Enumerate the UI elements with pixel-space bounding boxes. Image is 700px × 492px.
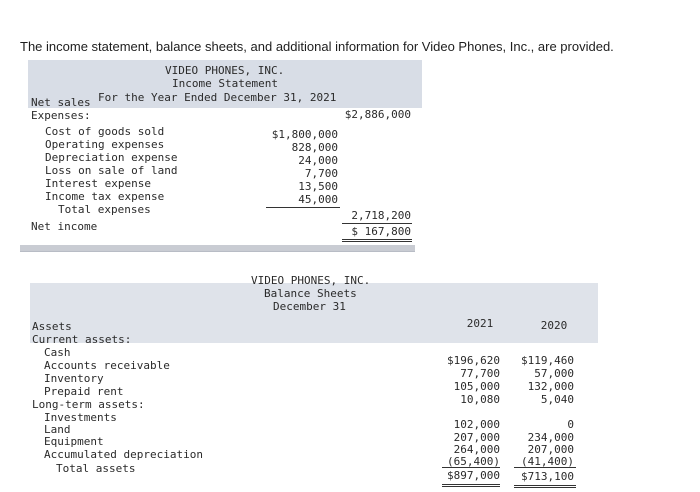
ca-label-receivable: Accounts receivable xyxy=(44,359,170,372)
ca-label-cash: Cash xyxy=(44,346,71,359)
expense-label-cogs: Cost of goods sold xyxy=(45,125,165,138)
ca-label-inventory: Inventory xyxy=(44,372,104,385)
ca-2020-prepaid-rent: 5,040 xyxy=(540,393,574,406)
expense-value-interest: 13,500 xyxy=(298,180,338,193)
net-sales-value: $2,886,000 xyxy=(344,108,411,121)
expense-label-interest: Interest expense xyxy=(45,177,151,190)
lta-2020-land: 234,000 xyxy=(527,431,574,444)
expense-label-operating: Operating expenses xyxy=(45,138,165,151)
ca-2021-receivable: 77,700 xyxy=(460,367,500,380)
ca-2021-inventory: 105,000 xyxy=(453,380,500,393)
is-title: Income Statement xyxy=(172,77,278,90)
ca-label-prepaid-rent: Prepaid rent xyxy=(44,385,124,398)
total-assets-double-underline-2020 xyxy=(514,485,576,488)
expense-label-loss-land: Loss on sale of land xyxy=(45,164,178,177)
expense-label-depreciation: Depreciation expense xyxy=(45,151,178,164)
ca-2020-cash: $119,460 xyxy=(521,354,574,367)
lta-label-investments: Investments xyxy=(44,411,117,424)
is-period: For the Year Ended December 31, 2021 xyxy=(98,91,337,104)
lta-label-equipment: Equipment xyxy=(44,435,104,448)
lta-2021-investments: 102,000 xyxy=(453,418,500,431)
accum-dep-underline-2020 xyxy=(514,467,576,468)
current-assets-label: Current assets: xyxy=(32,333,132,346)
expenses-label: Expenses: xyxy=(31,109,91,122)
bs-title: Balance Sheets xyxy=(264,287,357,300)
total-assets-label: Total assets xyxy=(56,462,136,475)
bs-company: VIDEO PHONES, INC. xyxy=(251,274,371,287)
section-divider xyxy=(20,245,415,252)
long-term-assets-label: Long-term assets: xyxy=(32,398,145,411)
lta-2020-accum-depreciation: (41,400) xyxy=(521,455,574,468)
lta-2020-equipment: 207,000 xyxy=(527,443,574,456)
total-expenses-underline xyxy=(342,223,412,224)
bs-year-2021: 2021 xyxy=(466,317,494,330)
total-expenses-label: Total expenses xyxy=(58,203,151,216)
lta-label-land: Land xyxy=(44,423,71,436)
expense-value-cogs: $1,800,000 xyxy=(271,128,338,141)
expense-label-income-tax: Income tax expense xyxy=(45,190,165,203)
is-company: VIDEO PHONES, INC. xyxy=(165,64,285,77)
net-income-value: $ 167,800 xyxy=(351,225,411,238)
lta-label-accum-depreciation: Accumulated depreciation xyxy=(44,448,203,461)
income-statement xyxy=(20,60,420,260)
bs-year-2020: 2020 xyxy=(540,319,568,332)
ca-2020-inventory: 132,000 xyxy=(527,380,574,393)
lta-2021-equipment: 264,000 xyxy=(453,443,500,456)
ca-2021-prepaid-rent: 10,080 xyxy=(460,393,500,406)
total-assets-double-underline-2021 xyxy=(442,484,500,487)
expense-value-income-tax: 45,000 xyxy=(298,193,338,206)
expense-value-loss-land: 7,700 xyxy=(304,167,338,180)
assets-label: Assets xyxy=(32,320,72,333)
net-income-double-underline xyxy=(342,239,412,242)
lta-2021-accum-depreciation: (65,400) xyxy=(447,455,500,468)
net-sales-label: Net sales xyxy=(31,96,91,109)
lta-2021-land: 207,000 xyxy=(453,431,500,444)
total-assets-2021: $897,000 xyxy=(447,469,500,482)
bs-date: December 31 xyxy=(273,300,346,313)
lta-2020-investments: 0 xyxy=(567,418,574,431)
net-income-label: Net income xyxy=(31,220,98,233)
expense-value-depreciation: 24,000 xyxy=(298,154,338,167)
ca-2020-receivable: 57,000 xyxy=(534,367,574,380)
expense-value-operating: 828,000 xyxy=(291,141,338,154)
total-assets-2020: $713,100 xyxy=(521,470,574,483)
expenses-underline xyxy=(266,207,340,208)
intro-text: The income statement, balance sheets, and additional information for Video Phones, Inc., are provided. xyxy=(20,39,614,54)
total-expenses-value: 2,718,200 xyxy=(351,209,411,222)
ca-2021-cash: $196,620 xyxy=(447,354,500,367)
accum-dep-underline-2021 xyxy=(442,467,500,468)
